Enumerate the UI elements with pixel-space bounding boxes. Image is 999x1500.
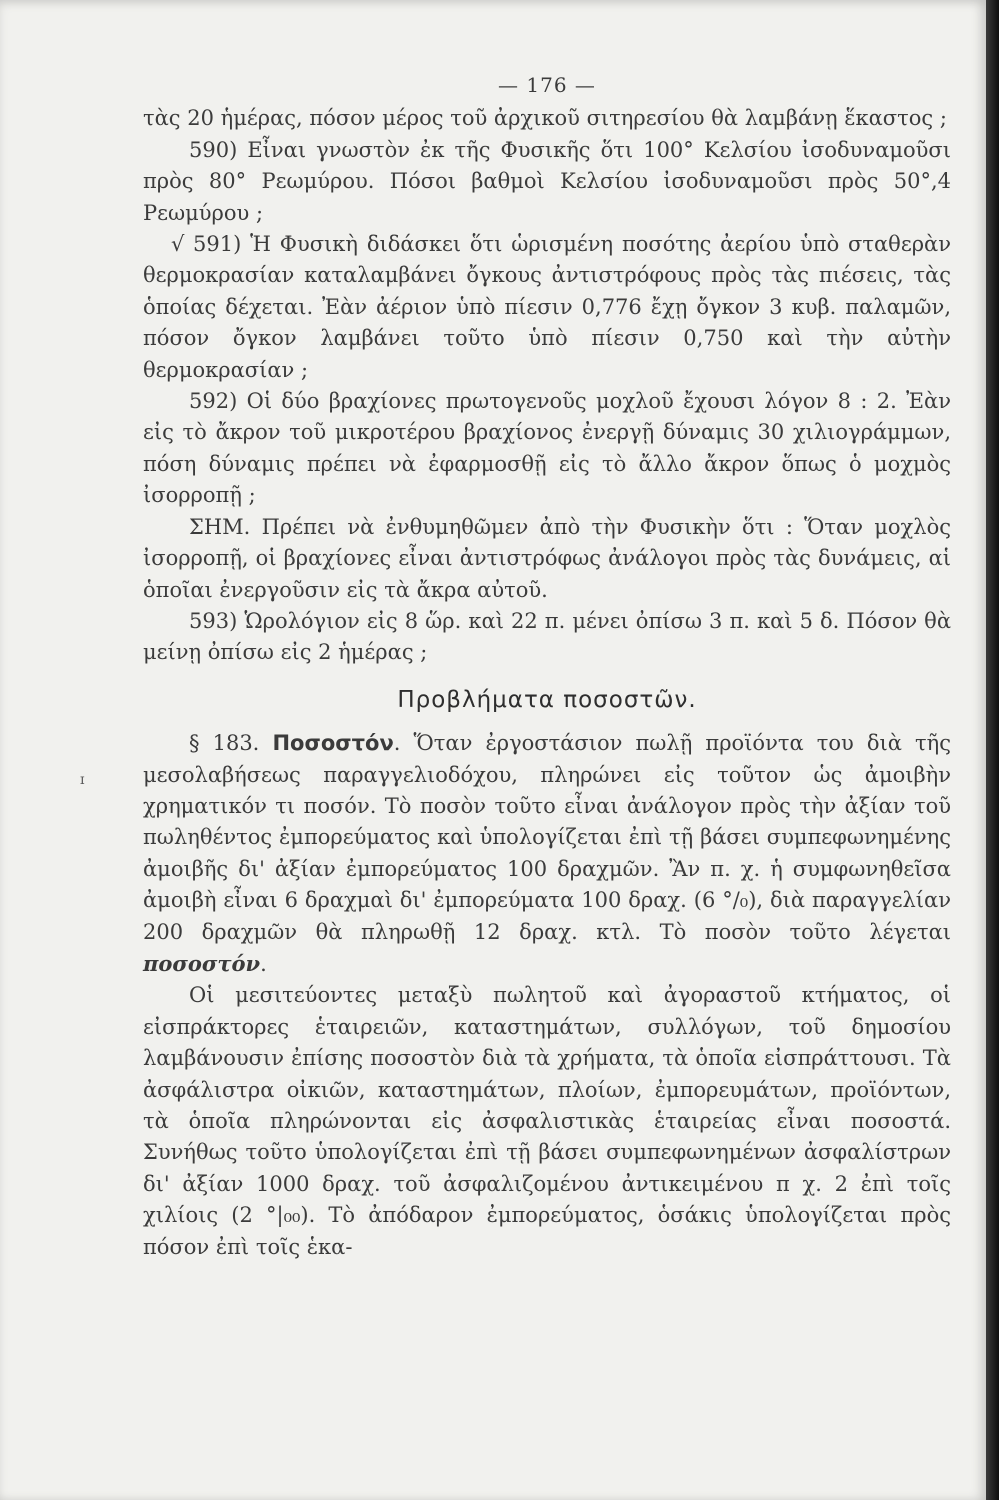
section-heading: Προβλήματα ποσοστῶν.: [397, 686, 697, 713]
problem-591-text: 591) Ἡ Φυσικὴ διδάσκει ὅτι ὡρισμένη ποσότης ἀερίου ὑπὸ σταθερὰν θερμοκρασίαν καταλαμβάνει ὄγκους ἀντιστρόφους πρὸς τὰς πιέσεις, τὰς ὁποίας δέχεται. Ἐὰν ἀέριον ὑπὸ πίεσιν 0,776 ἔχῃ ὄγκον 3 κυβ. παλαμῶν, πόσον ὄγκον λαμβάνει τοῦτο ὑπὸ πίεσιν 0,750 καὶ τὴν αὐτὴν θερμοκρασίαν ;: [143, 232, 951, 382]
section-183-text: . Ὅταν ἐργοστάσιον πωλῇ προϊόντα του διὰ τῆς μεσολαβήσεως παραγγελιοδόχου, πληρώνει εἰς τοῦτον ὡς ἀμοιβὴν χρηματικόν τι ποσόν. Τὸ ποσὸν τοῦτο εἶναι ἀνάλογον πρὸς τὴν ἀξίαν τοῦ πωληθέντος ἐμπορεύματος καὶ ὑπολογίζεται ἐπὶ τῇ βάσει συμπεφωνημένης ἀμοιβῆς δι' ἀξίαν ἐμπορεύματος 100 δραχμῶν. Ἂν π. χ. ἡ συμφωνηθεῖσα ἀμοιβὴ εἶναι 6 δραχμαὶ δι' ἐμπορεύματα 100 δραχ. (6 °/₀), διὰ παραγγελίαν 200 δραχμῶν θὰ πληρωθῇ 12 δραχ. κτλ. Τὸ ποσὸν τοῦτο λέγεται: [143, 731, 951, 944]
problem-591: [143, 229, 951, 386]
defined-term: Ποσοστόν: [272, 731, 394, 756]
note-paragraph: ΣΗΜ. Πρέπει νὰ ἐνθυμηθῶμεν ἀπὸ τὴν Φυσικὴν ὅτι : Ὅταν μοχλὸς ἰσορροπῇ, οἱ βραχίονες εἶναι ἀντιστρόφως ἀνάλογοι πρὸς τὰς δυνάμεις, αἱ ὁποῖαι ἐνεργοῦσιν εἰς τὰ ἄκρα αὐτοῦ.: [143, 514, 951, 602]
problem-592: 592) Οἱ δύο βραχίονες πρωτογενοῦς μοχλοῦ ἔχουσι λόγον 8 : 2. Ἐὰν εἰς τὸ ἄκρον τοῦ μικροτέρου βραχίονος ἐνεργῇ δύναμις 30 χιλιογράμμων, πόση δύναμις πρέπει νὰ ἐφαρμοσθῇ εἰς τὸ ἄλλο ἄκρον ὅπως ὁ μοχμὸς ἰσορροπῇ ;: [143, 389, 951, 508]
section-183-paragraph: [143, 728, 951, 980]
section-number: § 183.: [189, 731, 260, 756]
defined-term-italic: ποσοστόν: [143, 950, 261, 976]
paragraph-continuation: τὰς 20 ἡμέρας, πόσον μέρος τοῦ ἀρχικοῦ σιτηρεσίου θὰ λαμβάνῃ ἕκαστος ;: [143, 106, 947, 131]
page-edge-shadow: [986, 0, 999, 1500]
margin-mark: ɪ: [80, 772, 85, 788]
final-paragraph: Οἱ μεσιτεύοντες μεταξὺ πωλητοῦ καὶ ἀγοραστοῦ κτήματος, οἱ εἰσπράκτορες ἑταιρειῶν, καταστημάτων, συλλόγων, τοῦ δημοσίου λαμβάνουσιν ἐπίσης ποσοστὸν διὰ τὰ χρήματα, τὰ ὁποῖα εἰσπράττουσι. Τὰ ἀσφάλιστρα οἰκιῶν, καταστημάτων, πλοίων, ἐμπορευμάτων, προϊόντων, τὰ ὁποῖα πληρώνονται εἰς ἀσφαλιστικὰς ἑταιρείας εἶναι ποσοστά. Συνήθως τοῦτο ὑπολογίζεται ἐπὶ τῇ βάσει συμπεφωνημένων ἀσφαλίστρων δι' ἀξίαν 1000 δραχ. τοῦ ἀσφαλιζομένου ἀντικειμένου π χ. 2 ἐπὶ τοῖς χιλίοις (2 °|₀₀). Τὸ ἀπόδαρον ἐμπορεύματος, ὁσάκις ὑπολογίζεται πρὸς πόσον ἐπὶ τοῖς ἑκα-: [143, 983, 951, 1259]
page-number: — 176 —: [498, 73, 596, 97]
problem-593: 593) Ὡρολόγιον εἰς 8 ὥρ. καὶ 22 π. μένει ὀπίσω 3 π. καὶ 5 δ. Πόσον θὰ μείνῃ ὀπίσω εἰς 2 ἡμέρας ;: [143, 608, 951, 665]
check-mark-icon: √: [171, 232, 185, 257]
page-text: [143, 70, 951, 1263]
problem-590: 590) Εἶναι γνωστὸν ἐκ τῆς Φυσικῆς ὅτι 100° Κελσίου ἰσοδυναμοῦσι πρὸς 80° Ρεωμύρου. Πόσοι βαθμοὶ Κελσίου ἰσοδυναμοῦσι πρὸς 50°,4 Ρεωμύρου ;: [143, 137, 951, 225]
section-183-end: .: [260, 951, 267, 976]
